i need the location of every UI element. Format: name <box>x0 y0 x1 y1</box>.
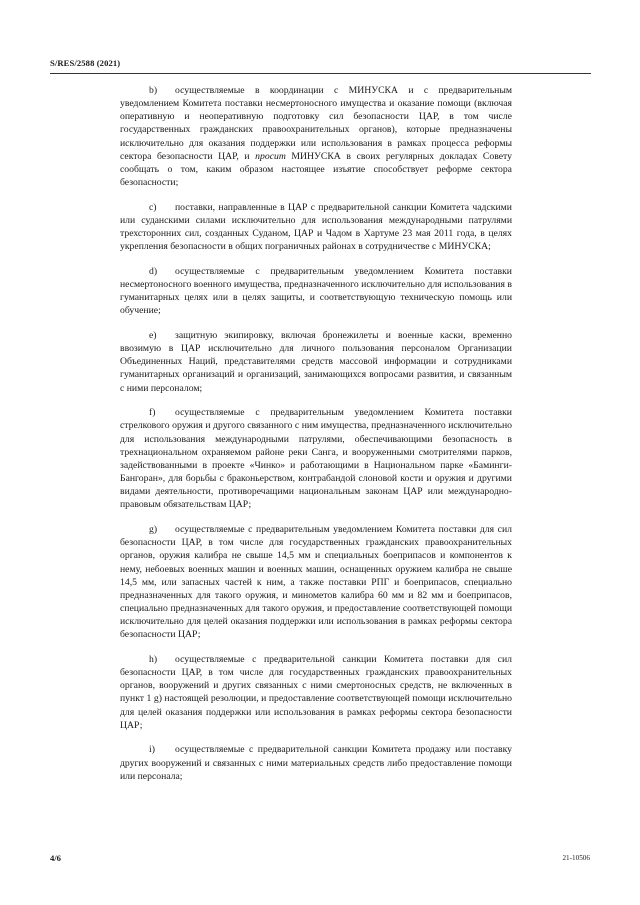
paragraph-marker: b) <box>149 85 158 96</box>
paragraph-text: осуществляемые с предварительным уведомлением Комитета поставки несмертоносного военного имущества, предназначенного исключительно для использования в гуманитарных целях или в целях защиты, и соответствующую техническую помощь или обучение; <box>120 265 512 317</box>
page-number: 4/6 <box>50 853 61 863</box>
paragraph-marker: i) <box>149 744 155 756</box>
paragraph-marker: f) <box>149 407 156 419</box>
paragraph-emphasis: просит <box>255 150 286 162</box>
paragraph-c <box>120 201 512 254</box>
paragraph-text: защитную экипировку, включая бронежилеты и военные каски, временно ввозимую в ЦАР исключительно для личного пользования персоналом Организации Объединенных Наций, представителями средств массовой информации и сотрудниками гуманитарных организаций и организаций, занимающихся вопросами развития, и связанным с ними персоналом; <box>120 330 512 394</box>
document-symbol: S/RES/2588 (2021) <box>50 58 121 68</box>
paragraph-marker: c) <box>149 201 157 213</box>
header-divider <box>50 73 591 74</box>
paragraph-text-continued: МИНУСКА в своих регулярных докладах Совету сообщать о том, каким образом настоящее изъятие способствует реформе сектора безопасности; <box>120 150 512 189</box>
paragraph-text: осуществляемые с предварительной санкции Комитета поставки для сил безопасности ЦАР, в том числе для государственных гражданских правоохранительных органов, вооружений и других связанных с ними смертоносных средств, не включенных в пункт 1 g) настоящей резолюции, и предоставление соответствующей помощи исключительно для целей оказания поддержки или использования в рамках реформы сектора безопасности ЦАР; <box>120 653 512 731</box>
paragraph-i <box>120 743 512 782</box>
paragraph-marker: g) <box>149 524 158 536</box>
paragraph-marker: e) <box>149 330 157 341</box>
paragraph-d <box>120 265 512 318</box>
paragraph-marker: h) <box>149 653 158 665</box>
paragraph-g <box>120 523 512 641</box>
paragraph-e <box>120 329 512 395</box>
paragraph-marker: d) <box>149 265 158 277</box>
document-body <box>120 84 512 794</box>
paragraph-text: осуществляемые с предварительным уведомлением Комитета поставки стрелкового оружия и другого связанного с ним имущества, предназначенного исключительно для использования международными патрулями, обеспечивающими безопасность в трехнациональном охраняемом районе реки Санга, и вооруженными смотрителями парков, задействованными в проекте «Чинко» и работающими в Национальном парке «Баминги-Бангоран», для борьбы с браконьерством, контрабандой слоновой кости и оружия и другими видами деятельности, противоречащими национальным законам ЦАР или международно-правовым обязательствам ЦАР; <box>120 407 512 511</box>
paragraph-text: осуществляемые с предварительной санкции Комитета продажу или поставку других вооружений и связанных с ними материальных средств либо предоставление помощи или персонала; <box>120 744 512 782</box>
paragraph-text: поставки, направленные в ЦАР с предварительной санкции Комитета чадскими или суданскими силами исключительно для использования международными патрулями трехсторонних сил, созданных Суданом, ЦАР и Чадом в Хартуме 23 мая 2011 года, в целях укрепления безопасности в общих пограничных районах в сотрудничестве с МИНУСКА; <box>120 201 512 253</box>
document-code: 21-10506 <box>562 854 590 862</box>
paragraph-text: осуществляемые в координации с МИНУСКА и с предварительным уведомлением Комитета поставки несмертоносного имущества и оказание помощи (включая оперативную и неоперативную подготовку сил безопасности ЦАР, в том числе государственных гражданских правоохранительных органов), которые предназначены исключительно для оказания поддержки или использования в рамках процесса реформы сектора безопасности ЦАР, и <box>120 85 512 162</box>
paragraph-h <box>120 653 512 732</box>
paragraph-text: осуществляемые с предварительным уведомлением Комитета поставки для сил безопасности ЦАР, в том числе для государственных гражданских правоохранительных органов, оружия калибра не свыше 14,5 мм и специальных боеприпасов и компонентов к нему, небоевых военных машин и военных машин, оснащенных оружием калибра не свыше 14,5 мм, или запасных частей к ним, а также поставки РПГ и боеприпасов, специально предназначенных для такого оружия, и минометов калибра 60 мм и 82 мм и боеприпасов, специально предназначенных для такого оружия, и предоставление соответствующей помощи исключительно для целей оказания поддержки или использования в рамках реформы сектора безопасности ЦАР; <box>120 524 512 641</box>
paragraph-f <box>120 406 512 511</box>
paragraph-b <box>120 84 512 189</box>
